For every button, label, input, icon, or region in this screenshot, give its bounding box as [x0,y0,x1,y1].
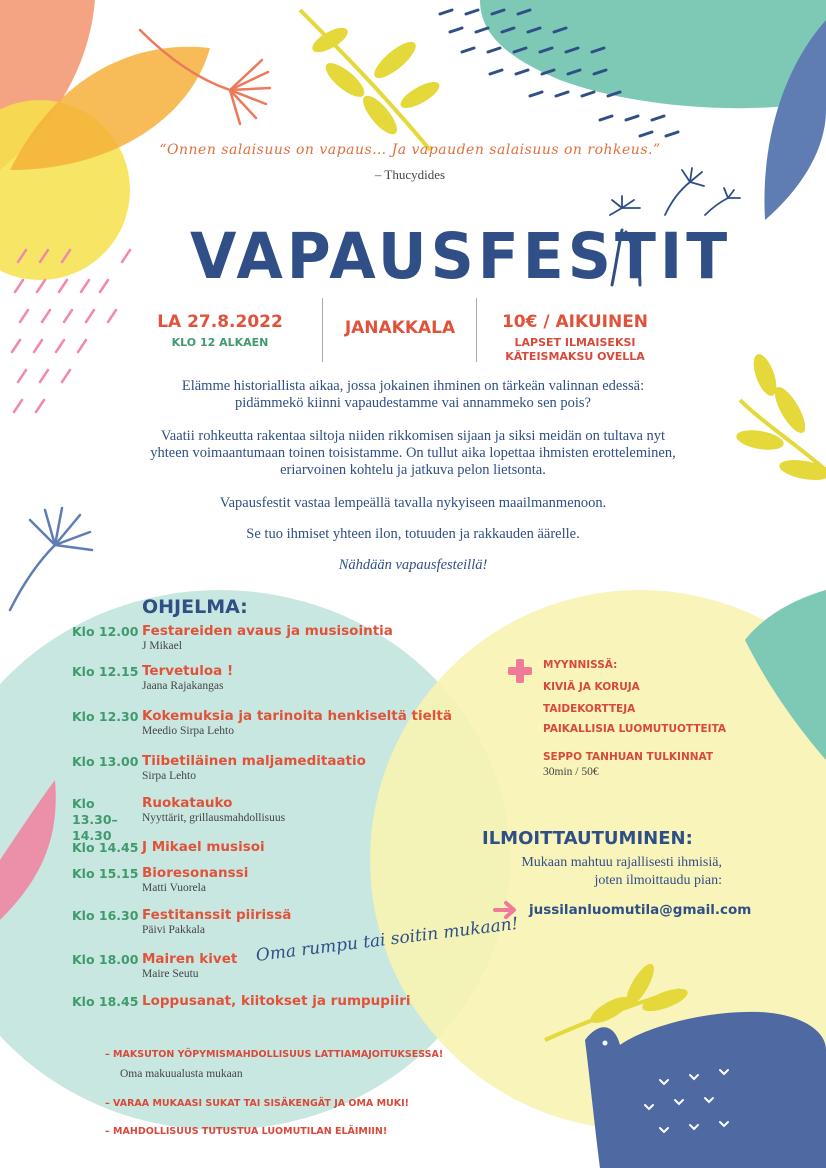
event-date: LA 27.8.2022 [157,312,283,332]
program-item-time: Klo 15.15 [72,866,139,881]
sales-item-cards: TAIDEKORTTEJA [543,703,636,715]
event-title: VAPAUSFESTIT [190,220,732,294]
program-item-time: Klo 13.30– 14.30 [72,796,118,843]
registration-line2: joten ilmoittaudu pian: [594,873,722,888]
intro-paragraph-2 [110,428,716,479]
program-item-performer: Jaana Rajakangas [142,680,224,692]
program-item-title: Kokemuksia ja tarinoita henkiseltä tieltä [142,708,452,724]
program-item-title: Mairen kivet [142,951,238,967]
program-item-time: Klo 14.45 [72,840,139,855]
quote-text: “Onnen salaisuus on vapaus… Ja vapauden salaisuus on rohkeus.” [159,142,661,158]
program-item-title: Tervetuloa ! [142,663,234,679]
program-item-title: Tiibetiläinen maljameditaatio [142,753,366,769]
info-divider-1 [322,298,323,362]
program-item-time: Klo 16.30 [72,908,139,923]
intro-p1-line2: pidämmekö kiinni vapaudestamme vai annammeko sen pois? [235,395,591,411]
program-item-performer: Nyyttärit, grillausmahdollisuus [142,812,286,824]
sales-heading: MYYNNISSÄ: [543,659,618,671]
drum-note: Oma rumpu tai soitin mukaan! [254,913,520,966]
dandelion-left-shape [10,508,92,610]
program-item-title: J Mikael musisoi [142,839,265,855]
sales-item-readings: SEPPO TANHUAN TULKINNAT [543,751,713,763]
price-note-cash: KÄTEISMAKSU OVELLA [505,350,645,363]
event-price: 10€ / AIKUINEN [501,312,649,332]
intro-p2-line1: Vaatii rohkeutta rakentaa siltoja niiden rikkomisen sijaan ja siksi meidän on tultava nyt [160,428,666,444]
program-item-time: Klo 12.00 [72,624,139,639]
note-socks-mug: – VARAA MUKAASI SUKAT TAI SISÄKENGÄT JA OMA MUKI! [105,1098,409,1109]
quote-author: – Thucydides [374,167,446,182]
note-accommodation: – MAKSUTON YÖPYMISMAHDOLLISUUS LATTIAMAJOITUKSESSA! [105,1049,444,1060]
intro-p1-line1: Elämme historiallista aikaa, jossa jokainen ihminen on tärkeän valinnan edessä: [181,378,645,394]
registration-heading: ILMOITTAUTUMINEN: [482,828,693,849]
sales-item-stones: KIVIÄ JA KORUJA [543,681,640,693]
date-block [150,312,290,350]
program-item-time: Klo 12.15 [72,664,139,679]
intro-p2-line3: eriarvoinen kohtelu ja jatkuva pelon lietsonta. [280,462,546,478]
program-item-performer: Päivi Pakkala [142,924,205,936]
intro-paragraph-5: Nähdään vapausfesteillä! [338,557,488,573]
registration-line1: Mukaan mahtuu rajallisesti ihmisiä, [521,855,722,870]
program-item-title: Bioresonanssi [142,865,249,881]
program-item-time: Klo 13.00 [72,754,139,769]
sales-item-organic: PAIKALLISIA LUOMUTUOTTEITA [543,723,727,735]
intro-paragraph-1 [110,378,716,412]
program-heading: OHJELMA: [142,596,248,618]
program-item-time: Klo 18.45 [72,994,139,1009]
program-item-performer: Matti Vuorela [142,882,206,894]
sales-item-readings-price: 30min / 50€ [543,766,599,778]
plus-icon [508,659,532,683]
price-block [490,312,660,364]
program-item-title: Festitanssit piirissä [142,907,292,923]
program-item-performer: Meedio Sirpa Lehto [142,725,234,737]
program-item-title: Loppusanat, kiitokset ja rumpupiiri [142,993,411,1009]
intro-p2-line2: yhteen voimaantumaan toinen toisistamme. On tullut aika lopettaa ihmisten erotteleminen, [150,445,676,461]
mint-blob-top-shape [480,0,826,108]
registration-email-link[interactable]: jussilanluomutila@gmail.com [529,902,752,918]
program-item-performer: Sirpa Lehto [142,770,196,782]
price-note-children: LAPSET ILMAISEKSI [514,336,636,349]
program-item-performer: J Mikael [142,640,182,652]
yellow-branch-shape [300,10,443,150]
program-item-title: Ruokatauko [142,795,233,811]
intro-paragraph-4: Se tuo ihmiset yhteen ilon, totuuden ja rakkauden äärelle. [246,526,580,542]
program-item-performer: Maire Seutu [142,968,199,980]
yellow-branch-right-shape [735,351,826,483]
event-location: JANAKKALA [344,318,456,338]
dandelion-small-shape [610,168,740,215]
location-block [330,318,470,338]
note-accommodation-sub: Oma makuualusta mukaan [120,1068,243,1080]
intro-paragraph-3: Vapausfestit vastaa lempeällä tavalla nykyiseen maailmanmenoon. [219,495,607,511]
info-divider-2 [476,298,477,362]
program-item-time: Klo 18.00 [72,952,139,967]
event-time: KLO 12 ALKAEN [171,336,269,349]
program-item-title: Festareiden avaus ja musisointia [142,623,393,639]
program-item-time: Klo 12.30 [72,709,139,724]
note-animals: – MAHDOLLISUUS TUTUSTUA LUOMUTILAN ELÄIMIIN! [105,1126,388,1137]
